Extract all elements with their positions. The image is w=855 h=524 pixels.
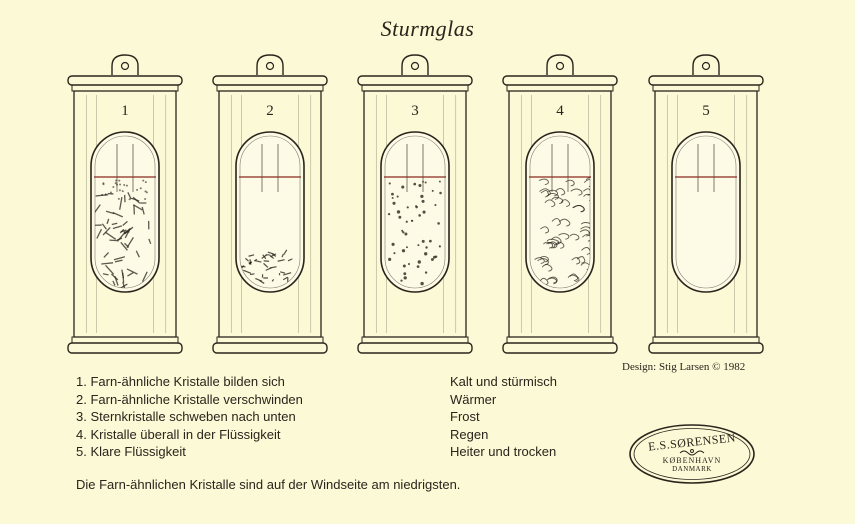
glass-capsule xyxy=(91,132,159,292)
brand-logo xyxy=(628,423,756,485)
star-crystal xyxy=(392,197,394,199)
star-crystal xyxy=(397,196,399,198)
crystal-speck xyxy=(115,180,117,182)
hanging-loop-icon xyxy=(112,55,138,75)
star-crystal xyxy=(403,272,406,275)
hanging-loop-icon xyxy=(547,55,573,75)
star-crystal xyxy=(402,231,404,233)
star-crystal xyxy=(439,192,442,195)
top-cap xyxy=(213,76,327,85)
storm-glass xyxy=(68,55,182,353)
top-ring xyxy=(653,85,759,91)
star-crystal xyxy=(389,182,391,184)
legend-forecast-item: Frost xyxy=(450,409,480,424)
top-ring xyxy=(507,85,613,91)
crystal-speck xyxy=(136,189,138,191)
footnote: Die Farn-ähnlichen Kristalle sind auf der Windseite am niedrigsten. xyxy=(76,477,461,492)
star-crystal xyxy=(418,214,421,217)
star-crystal xyxy=(434,204,436,206)
star-crystal xyxy=(411,220,413,222)
star-crystal xyxy=(425,271,427,273)
crystal-speck xyxy=(123,184,125,186)
top-ring xyxy=(217,85,323,91)
legend-forecast-item: Regen xyxy=(450,426,489,442)
bottom-ring xyxy=(217,337,323,343)
star-crystal xyxy=(420,195,423,198)
legend-forecast-item: Heiter und trocken xyxy=(450,444,557,459)
hanging-loop-icon xyxy=(257,55,283,75)
legend-description-item: 3. Sternkristalle schweben nach unten xyxy=(76,409,296,424)
legend-description-item: 5. Klare Flüssigkeit xyxy=(76,444,186,459)
star-crystal xyxy=(413,183,416,186)
bottom-cap xyxy=(503,343,617,353)
top-ring xyxy=(72,85,178,91)
star-crystal xyxy=(401,186,404,189)
glass-number: 3 xyxy=(411,103,419,119)
hanging-hole-icon xyxy=(703,63,710,70)
top-cap xyxy=(358,76,472,85)
bottom-ring xyxy=(362,337,468,343)
star-crystal xyxy=(397,210,400,213)
star-crystal xyxy=(431,258,434,261)
bottom-ring xyxy=(507,337,613,343)
legend-forecast-item: Kalt und stürmisch xyxy=(450,374,557,389)
crystal-speck xyxy=(105,193,107,195)
star-crystal xyxy=(392,202,395,205)
storm-glass xyxy=(503,55,617,353)
storm-glass xyxy=(649,55,763,353)
star-crystal xyxy=(418,260,421,263)
fern-crystal xyxy=(250,274,254,275)
crystal-speck xyxy=(118,180,120,182)
legend-description-item: 4. Kristalle überall in der Flüssigkeit xyxy=(76,426,281,442)
star-crystal xyxy=(404,276,407,279)
hanging-hole-icon xyxy=(267,63,274,70)
crystal-speck xyxy=(145,181,147,183)
logo-country: DANMARK xyxy=(672,465,712,473)
crystal-speck xyxy=(119,183,121,185)
crystal-speck xyxy=(112,186,114,188)
crystal-speck xyxy=(144,198,146,200)
bottom-ring xyxy=(72,337,178,343)
star-crystal xyxy=(406,246,408,248)
hanging-hole-icon xyxy=(557,63,564,70)
legend-description-item: 2. Farn-ähnliche Kristalle verschwinden xyxy=(76,391,303,407)
star-crystal xyxy=(388,258,391,261)
hanging-loop-icon xyxy=(402,55,428,75)
star-crystal xyxy=(420,282,423,285)
star-crystal xyxy=(432,190,434,192)
star-crystal xyxy=(418,184,421,187)
star-crystal xyxy=(425,246,427,248)
star-crystal xyxy=(392,243,395,246)
legend-forecast-item: Wärmer xyxy=(450,391,497,407)
glass-capsule xyxy=(381,132,449,292)
crystal-speck xyxy=(110,192,112,194)
glass-number: 4 xyxy=(556,103,564,119)
glass-capsule xyxy=(526,132,594,292)
crystal-speck xyxy=(118,198,120,200)
bottom-cap xyxy=(649,343,763,353)
top-cap xyxy=(503,76,617,85)
star-crystal xyxy=(407,206,409,208)
bottom-cap xyxy=(213,343,327,353)
star-crystal xyxy=(402,249,405,252)
crystal-speck xyxy=(122,190,124,192)
glass-number: 5 xyxy=(702,103,710,119)
bottom-cap xyxy=(68,343,182,353)
crystal-speck xyxy=(119,189,121,191)
hanging-loop-icon xyxy=(693,55,719,75)
crystal-speck xyxy=(126,185,128,187)
top-cap xyxy=(68,76,182,85)
star-crystal xyxy=(404,233,407,236)
glass-number: 2 xyxy=(266,103,274,119)
crystal-speck xyxy=(101,194,103,196)
legend-descriptions xyxy=(76,373,303,461)
star-crystal xyxy=(417,265,420,268)
star-crystal xyxy=(433,256,436,259)
crystal-speck xyxy=(142,180,144,182)
crystal-speck xyxy=(102,183,104,185)
crystal-speck xyxy=(146,191,148,193)
storm-glass xyxy=(358,55,472,353)
storm-glass xyxy=(213,55,327,353)
top-cap xyxy=(649,76,763,85)
crystal-speck xyxy=(129,198,131,200)
star-crystal xyxy=(398,216,401,219)
star-crystal xyxy=(439,245,441,247)
star-crystal xyxy=(388,213,390,215)
star-crystal xyxy=(424,252,427,255)
star-crystal xyxy=(417,244,419,246)
star-crystal xyxy=(422,181,424,183)
crystal-speck xyxy=(115,182,117,184)
bottom-ring xyxy=(653,337,759,343)
star-crystal xyxy=(408,263,410,265)
star-crystal xyxy=(403,265,406,268)
star-crystal xyxy=(400,280,402,282)
legend-description-item: 1. Farn-ähnliche Kristalle bilden sich xyxy=(76,374,285,389)
hanging-hole-icon xyxy=(122,63,129,70)
star-crystal xyxy=(393,252,395,254)
star-crystal xyxy=(423,211,426,214)
star-crystal xyxy=(437,222,440,225)
legend-forecasts xyxy=(450,373,557,461)
glass-number: 1 xyxy=(121,103,129,119)
design-credit: Design: Stig Larsen © 1982 xyxy=(622,361,746,373)
star-crystal xyxy=(425,182,427,184)
bottom-cap xyxy=(358,343,472,353)
star-crystal xyxy=(429,240,432,243)
star-crystal xyxy=(422,240,425,243)
top-ring xyxy=(362,85,468,91)
crystal-speck xyxy=(140,187,142,189)
star-crystal xyxy=(391,193,394,196)
hanging-hole-icon xyxy=(412,63,419,70)
glass-capsule xyxy=(672,132,740,292)
star-crystal xyxy=(406,221,408,223)
fern-crystal xyxy=(109,240,117,241)
star-crystal xyxy=(415,206,418,209)
star-crystal xyxy=(422,200,425,203)
logo-brand: E.S.SØRENSEN xyxy=(647,430,737,454)
diagram-title: Sturmglas xyxy=(380,16,475,41)
star-crystal xyxy=(439,181,441,183)
logo-city: KØBENHAVN xyxy=(662,456,722,465)
